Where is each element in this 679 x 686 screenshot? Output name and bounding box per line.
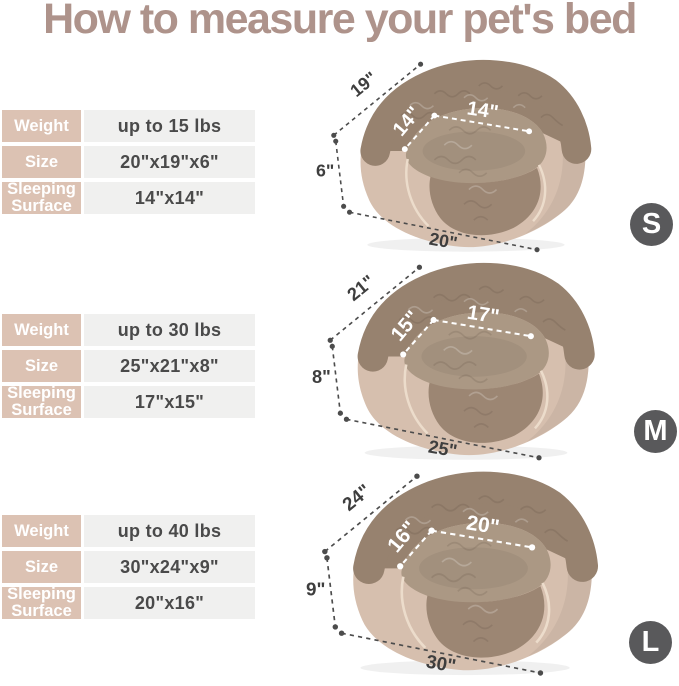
dim-top-width-label: 21" (342, 270, 379, 305)
row-label-size: Size (2, 350, 81, 382)
dim-height-label: 6" (316, 160, 335, 181)
dim-height-label: 8" (312, 365, 331, 387)
bed-figure-l (306, 461, 620, 684)
table-row (2, 587, 255, 619)
bed-photo-l (306, 461, 620, 684)
row-label-weight: Weight (2, 515, 81, 547)
row-label-weight: Weight (2, 110, 81, 142)
dim-bottom-length-label: 20" (427, 228, 459, 254)
size-badge-letter: L (641, 626, 660, 658)
spec-table-s (2, 110, 255, 218)
spec-table-m (2, 314, 255, 422)
dim-top-width-label: 19" (346, 67, 381, 101)
dim-inner-width-label: 14" (388, 102, 426, 141)
dim-inner-length-label: 20" (464, 511, 502, 540)
table-row (2, 314, 255, 346)
dim-height-label: 9" (306, 578, 326, 600)
table-row (2, 350, 255, 382)
row-value-sleeping-surface: 17"x15" (84, 386, 255, 418)
spec-table-l (2, 515, 255, 623)
bed-photo-s (316, 56, 612, 254)
size-badge-letter: S (641, 208, 662, 240)
row-value-size: 20"x19"x6" (84, 146, 255, 178)
table-row (2, 182, 255, 214)
row-value-sleeping-surface: 14"x14" (84, 182, 255, 214)
page-title: How to measure your pet's bed (43, 0, 636, 43)
dim-top-width-label: 24" (338, 479, 375, 515)
row-label-weight: Weight (2, 314, 81, 346)
row-value-weight: up to 30 lbs (84, 314, 255, 346)
row-value-weight: up to 15 lbs (84, 110, 255, 142)
row-label-size: Size (2, 551, 81, 583)
table-row (2, 386, 255, 418)
row-label-sleeping-surface: Sleeping Surface (2, 386, 81, 418)
row-value-weight: up to 40 lbs (84, 515, 255, 547)
dim-bottom-length-label: 25" (426, 435, 459, 462)
row-label-size: Size (2, 146, 81, 178)
size-badge-m (634, 410, 677, 453)
bed-figure-m (312, 259, 616, 462)
bed-figure-s (316, 56, 612, 254)
size-badge-s (630, 203, 673, 246)
row-value-size: 30"x24"x9" (84, 551, 255, 583)
table-row (2, 110, 255, 142)
dim-inner-width-label: 15" (386, 306, 425, 346)
dim-bottom-length-label: 30" (424, 650, 458, 677)
dim-inner-length-label: 17" (465, 301, 501, 329)
row-value-sleeping-surface: 20"x16" (84, 587, 255, 619)
table-row (2, 551, 255, 583)
table-row (2, 146, 255, 178)
size-badge-letter: M (643, 415, 668, 447)
dim-inner-width-label: 16" (383, 516, 423, 558)
row-label-sleeping-surface: Sleeping Surface (2, 182, 81, 214)
dim-inner-length-label: 14" (465, 97, 500, 124)
row-value-size: 25"x21"x8" (84, 350, 255, 382)
bed-photo-m (312, 259, 616, 462)
row-label-sleeping-surface: Sleeping Surface (2, 587, 81, 619)
table-row (2, 515, 255, 547)
size-badge-l (629, 621, 672, 664)
